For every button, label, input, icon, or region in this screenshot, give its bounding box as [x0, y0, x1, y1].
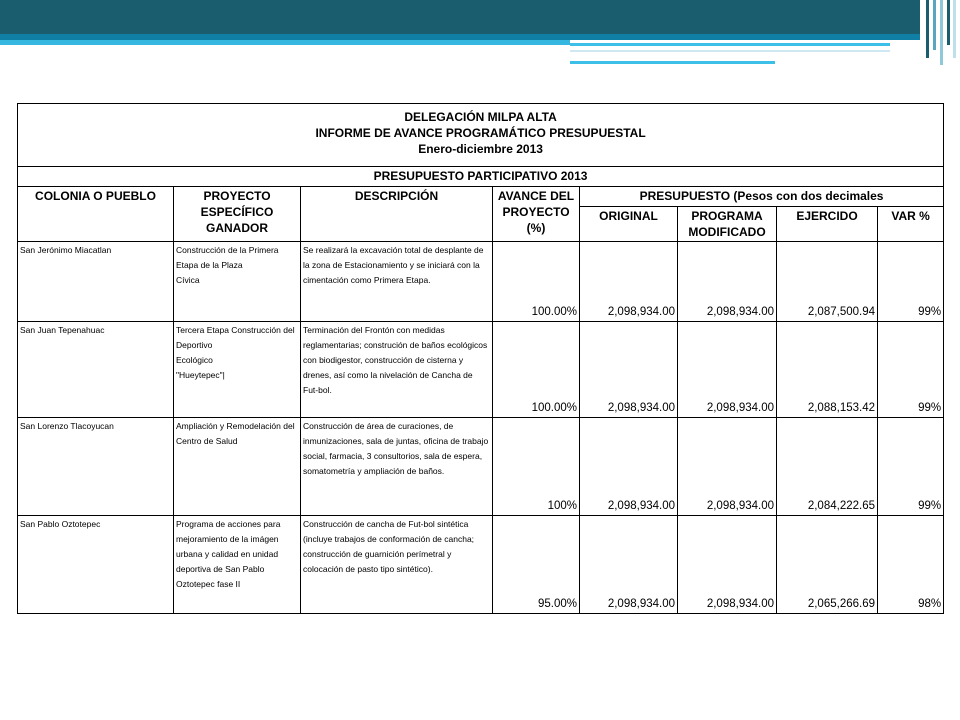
title-line-1: DELEGACIÓN MILPA ALTA: [404, 110, 557, 124]
cell-original: 2,098,934.00: [580, 242, 678, 322]
table-row: [18, 516, 944, 614]
report-title: [18, 104, 944, 167]
decorative-line: [570, 43, 890, 46]
cell-original: 2,098,934.00: [580, 322, 678, 418]
cell-var: 99%: [878, 322, 944, 418]
cell-colonia: San Juan Tepenahuac: [18, 322, 174, 418]
decorative-bar: [947, 0, 950, 45]
decorative-bar: [933, 0, 936, 50]
cell-avance: 100.00%: [493, 242, 580, 322]
cell-var: 99%: [878, 242, 944, 322]
table-row: [18, 242, 944, 322]
header-band: [0, 0, 920, 34]
table-row: [18, 322, 944, 418]
title-line-2: INFORME DE AVANCE PROGRAMÁTICO PRESUPUESTAL: [315, 126, 646, 140]
cell-avance: 95.00%: [493, 516, 580, 614]
cell-avance: 100.00%: [493, 322, 580, 418]
header-ejercido: EJERCIDO: [777, 207, 878, 242]
header-proyecto: PROYECTO ESPECÍFICO GANADOR: [174, 187, 301, 242]
decorative-bar: [953, 0, 956, 58]
cell-descripcion: Construcción de cancha de Fut-bol sintética (incluye trabajos de conformación de cancha; construcción de guarnición perímetral y colocación de pasto tipo sintético).: [301, 516, 493, 614]
title-line-3: Enero-diciembre 2013: [418, 142, 543, 156]
cell-modificado: 2,098,934.00: [678, 418, 777, 516]
header-modificado: PROGRAMA MODIFICADO: [678, 207, 777, 242]
report-subtitle: PRESUPUESTO PARTICIPATIVO 2013: [18, 167, 944, 187]
decorative-line: [570, 50, 890, 52]
cell-colonia: San Lorenzo Tlacoyucan: [18, 418, 174, 516]
cell-var: 99%: [878, 418, 944, 516]
header-original: ORIGINAL: [580, 207, 678, 242]
cell-modificado: 2,098,934.00: [678, 322, 777, 418]
cell-colonia: San Pablo Oztotepec: [18, 516, 174, 614]
decorative-bar: [926, 0, 929, 58]
cell-original: 2,098,934.00: [580, 516, 678, 614]
cell-original: 2,098,934.00: [580, 418, 678, 516]
decorative-line: [570, 61, 775, 64]
header-avance: AVANCE DEL PROYECTO (%): [493, 187, 580, 242]
cell-proyecto: Programa de acciones para mejoramiento de la imágen urbana y calidad en unidad deportiva de San Pablo Oztotepec fase II: [174, 516, 301, 614]
cell-var: 98%: [878, 516, 944, 614]
budget-report-table: [17, 103, 944, 614]
header-accent-line: [0, 40, 570, 45]
decorative-bar: [940, 0, 943, 65]
cell-avance: 100%: [493, 418, 580, 516]
header-var: VAR %: [878, 207, 944, 242]
cell-descripcion: Construcción de área de curaciones, de inmunizaciones, sala de juntas, oficina de trabajo social, farmacia, 3 consultorios, sala de espera, somatometría y ampliación de baños.: [301, 418, 493, 516]
cell-colonia: San Jerónimo Miacatlan: [18, 242, 174, 322]
cell-ejercido: 2,087,500.94: [777, 242, 878, 322]
cell-ejercido: 2,088,153.42: [777, 322, 878, 418]
header-colonia: COLONIA O PUEBLO: [18, 187, 174, 242]
table-row: [18, 418, 944, 516]
cell-ejercido: 2,084,222.65: [777, 418, 878, 516]
cell-proyecto: Tercera Etapa Construcción del Deportivo Ecológico "Hueytepec"|: [174, 322, 301, 418]
cell-descripcion: Se realizará la excavación total de desplante de la zona de Estacionamiento y se iniciará con la cimentación como Primera Etapa.: [301, 242, 493, 322]
cell-descripcion: Terminación del Frontón con medidas reglamentarias; construción de baños ecológicos con biodigestor, construcción de cisterna y drenes, así como la nivelación de Cancha de Fut-bol.: [301, 322, 493, 418]
header-descripcion: DESCRIPCIÓN: [301, 187, 493, 242]
cell-ejercido: 2,065,266.69: [777, 516, 878, 614]
cell-proyecto: Construcción de la Primera Etapa de la Plaza Cívica: [174, 242, 301, 322]
cell-proyecto: Ampliación y Remodelación del Centro de Salud: [174, 418, 301, 516]
header-presupuesto: PRESUPUESTO (Pesos con dos decimales: [580, 187, 944, 207]
cell-modificado: 2,098,934.00: [678, 242, 777, 322]
cell-modificado: 2,098,934.00: [678, 516, 777, 614]
